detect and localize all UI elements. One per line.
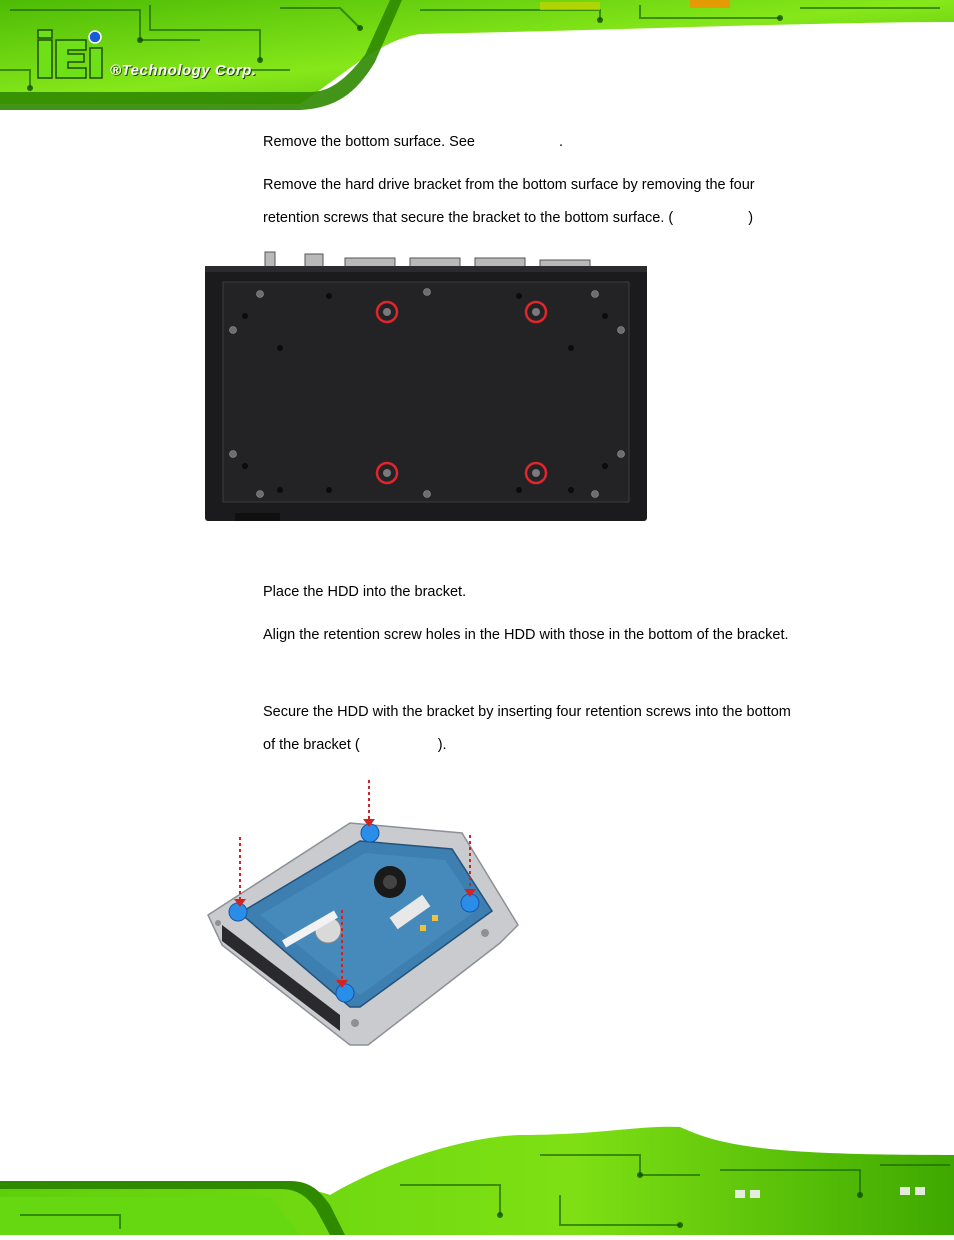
step-align-screw-holes: Align the retention screw holes in the HDD with those in the bottom of the bracket. [263, 627, 789, 643]
step-remove-bottom-surface [263, 126, 803, 159]
page-header [0, 0, 954, 112]
step5-text-before: Secure the HDD with the bracket by inserting four retention screws into the bottom of the bracket ( [263, 704, 791, 753]
step1-text-after: . [559, 134, 564, 150]
step-remove-bracket [263, 169, 803, 235]
footer-circuit-banner [0, 1125, 954, 1235]
step1-text-before: Remove the bottom surface. See [263, 134, 479, 150]
step2-text-after: ) [748, 210, 754, 226]
bottom-surface-photo [205, 248, 647, 523]
header-circuit-banner [0, 0, 954, 112]
step-secure-hdd [263, 696, 803, 762]
hdd-bracket-photo [200, 775, 530, 1050]
step-place-hdd: Place the HDD into the bracket. [263, 584, 467, 600]
step5-text-after: ). [437, 737, 447, 753]
brand-name: ®Technology Corp. [110, 62, 257, 79]
page-footer [0, 1125, 954, 1235]
step2-text-before: Remove the hard drive bracket from the bottom surface by removing the four retention screws that secure the bracket to the bottom surface. ( [263, 177, 755, 226]
